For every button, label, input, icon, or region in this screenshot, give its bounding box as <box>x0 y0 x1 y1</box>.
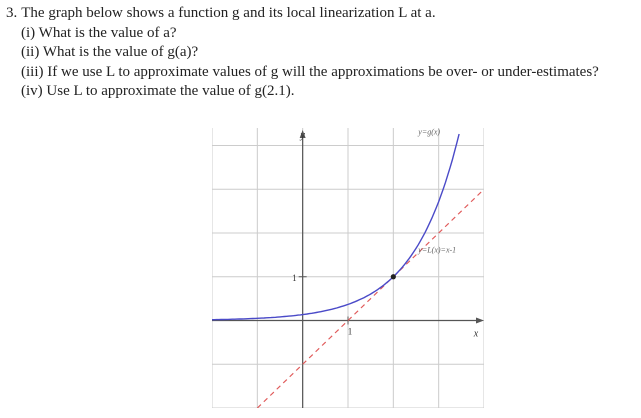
problem-number: 3. <box>6 5 18 21</box>
line-label: y=L(x)=x-1 <box>418 245 457 255</box>
problem-stem <box>6 4 636 24</box>
part-item <box>21 82 636 102</box>
problem-stem-text: The graph below shows a function g and its local linearization L at a. <box>21 5 436 21</box>
part-text: Use L to approximate the value of g(2.1). <box>46 83 295 99</box>
part-text: What is the value of a? <box>38 24 177 41</box>
tick-label-y: 1 <box>292 272 297 283</box>
axis-y-label: y <box>300 130 305 141</box>
point-of-tangency <box>391 274 396 279</box>
part-label: (ii) <box>21 44 40 60</box>
grid <box>212 128 484 408</box>
series-curve-g <box>212 134 459 320</box>
problem <box>6 4 636 102</box>
part-label: (i) <box>21 24 36 41</box>
part-label: (iii) <box>21 63 44 80</box>
curve-label: y=g(x) <box>418 128 441 137</box>
part-item <box>21 24 636 44</box>
parts-list <box>6 24 636 102</box>
part-text: If we use L to approximate values of g will the approximations be over- or under-estimates? <box>47 63 599 80</box>
graph-svg <box>212 128 484 408</box>
graph-figure <box>212 128 484 408</box>
axis-x-label: x <box>473 328 479 340</box>
tick-label-x: 1 <box>347 326 353 337</box>
part-item <box>21 63 636 83</box>
part-label: (iv) <box>21 83 43 99</box>
x-axis-arrow-icon <box>476 318 484 324</box>
part-text: What is the value of g(a)? <box>42 44 199 60</box>
series-line-linearization <box>257 189 484 408</box>
part-item <box>21 43 636 63</box>
